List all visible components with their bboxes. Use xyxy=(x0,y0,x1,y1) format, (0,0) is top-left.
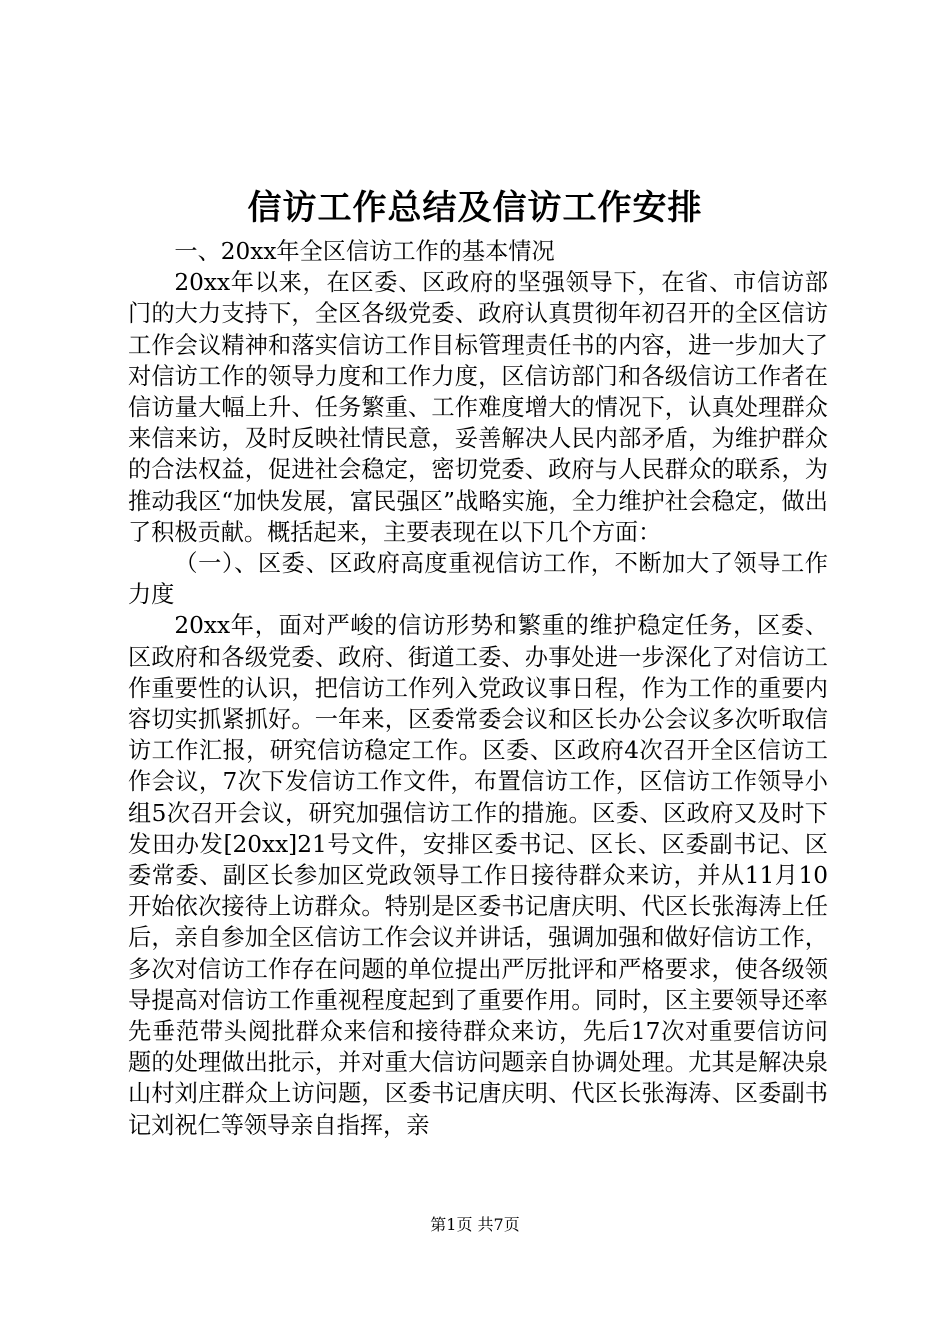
section-heading: 一、20xx年全区信访工作的基本情况 xyxy=(174,238,555,265)
body-paragraph: 20xx年以来，在区委、区政府的坚强领导下，在省、市信访部门的大力支持下，全区各级党委、政府认真贯彻年初召开的全区信访工作会议精神和落实信访工作目标管理责任书的内容，进一步加大了对信访工作的领导力度和工作力度，区信访部门和各级信访工作者在信访量大幅上升、任务繁重、工作难度增大的情况下，认真处理群众来信来访，及时反映社情民意，妥善解决人民内部矛盾，为维护群众的合法权益，促进社会稳定，密切党委、政府与人民群众的联系，为推动我区“加快发展，富民强区”战略实施，全力维护社会稳定，做出了积极贡献。概括起来，主要表现在以下几个方面： xyxy=(128,269,828,546)
page-number: 第1页 共7页 xyxy=(430,1215,520,1234)
subsection-heading: （一）、区委、区政府高度重视信访工作，不断加大了领导工作力度 xyxy=(128,550,828,609)
document-body xyxy=(128,236,828,1141)
page-footer xyxy=(0,1213,950,1237)
body-paragraph: 20xx年，面对严峻的信访形势和繁重的维护稳定任务，区委、区政府和各级党委、政府、街道工委、办事处进一步深化了对信访工作重要性的认识，把信访工作列入党政议事日程，作为工作的重要内容切实抓紧抓好。一年来，区委常委会议和区长办公会议多次听取信访工作汇报，研究信访稳定工作。区委、区政府4次召开全区信访工作会议，7次下发信访工作文件，布置信访工作，区信访工作领导小组5次召开会议，研究加强信访工作的措施。区委、区政府又及时下发田办发[20xx]21号文件，安排区委书记、区长、区委副书记、区委常委、副区长参加区党政领导工作日接待群众来访，并从11月10开始依次接待上访群众。特别是区委书记唐庆明、代区长张海涛上任后，亲自参加全区信访工作会议并讲话，强调加强和做好信访工作，多次对信访工作存在问题的单位提出严厉批评和严格要求，使各级领导提高对信访工作重视程度起到了重要作用。同时，区主要领导还率先垂范带头阅批群众来信和接待群众来访，先后17次对重要信访问题的处理做出批示，并对重大信访问题亲自协调处理。尤其是解决泉山村刘庄群众上访问题，区委书记唐庆明、代区长张海涛、区委副书记刘祝仁等领导亲自指挥，亲 xyxy=(128,612,828,1139)
document-title: 信访工作总结及信访工作安排 xyxy=(247,188,703,228)
